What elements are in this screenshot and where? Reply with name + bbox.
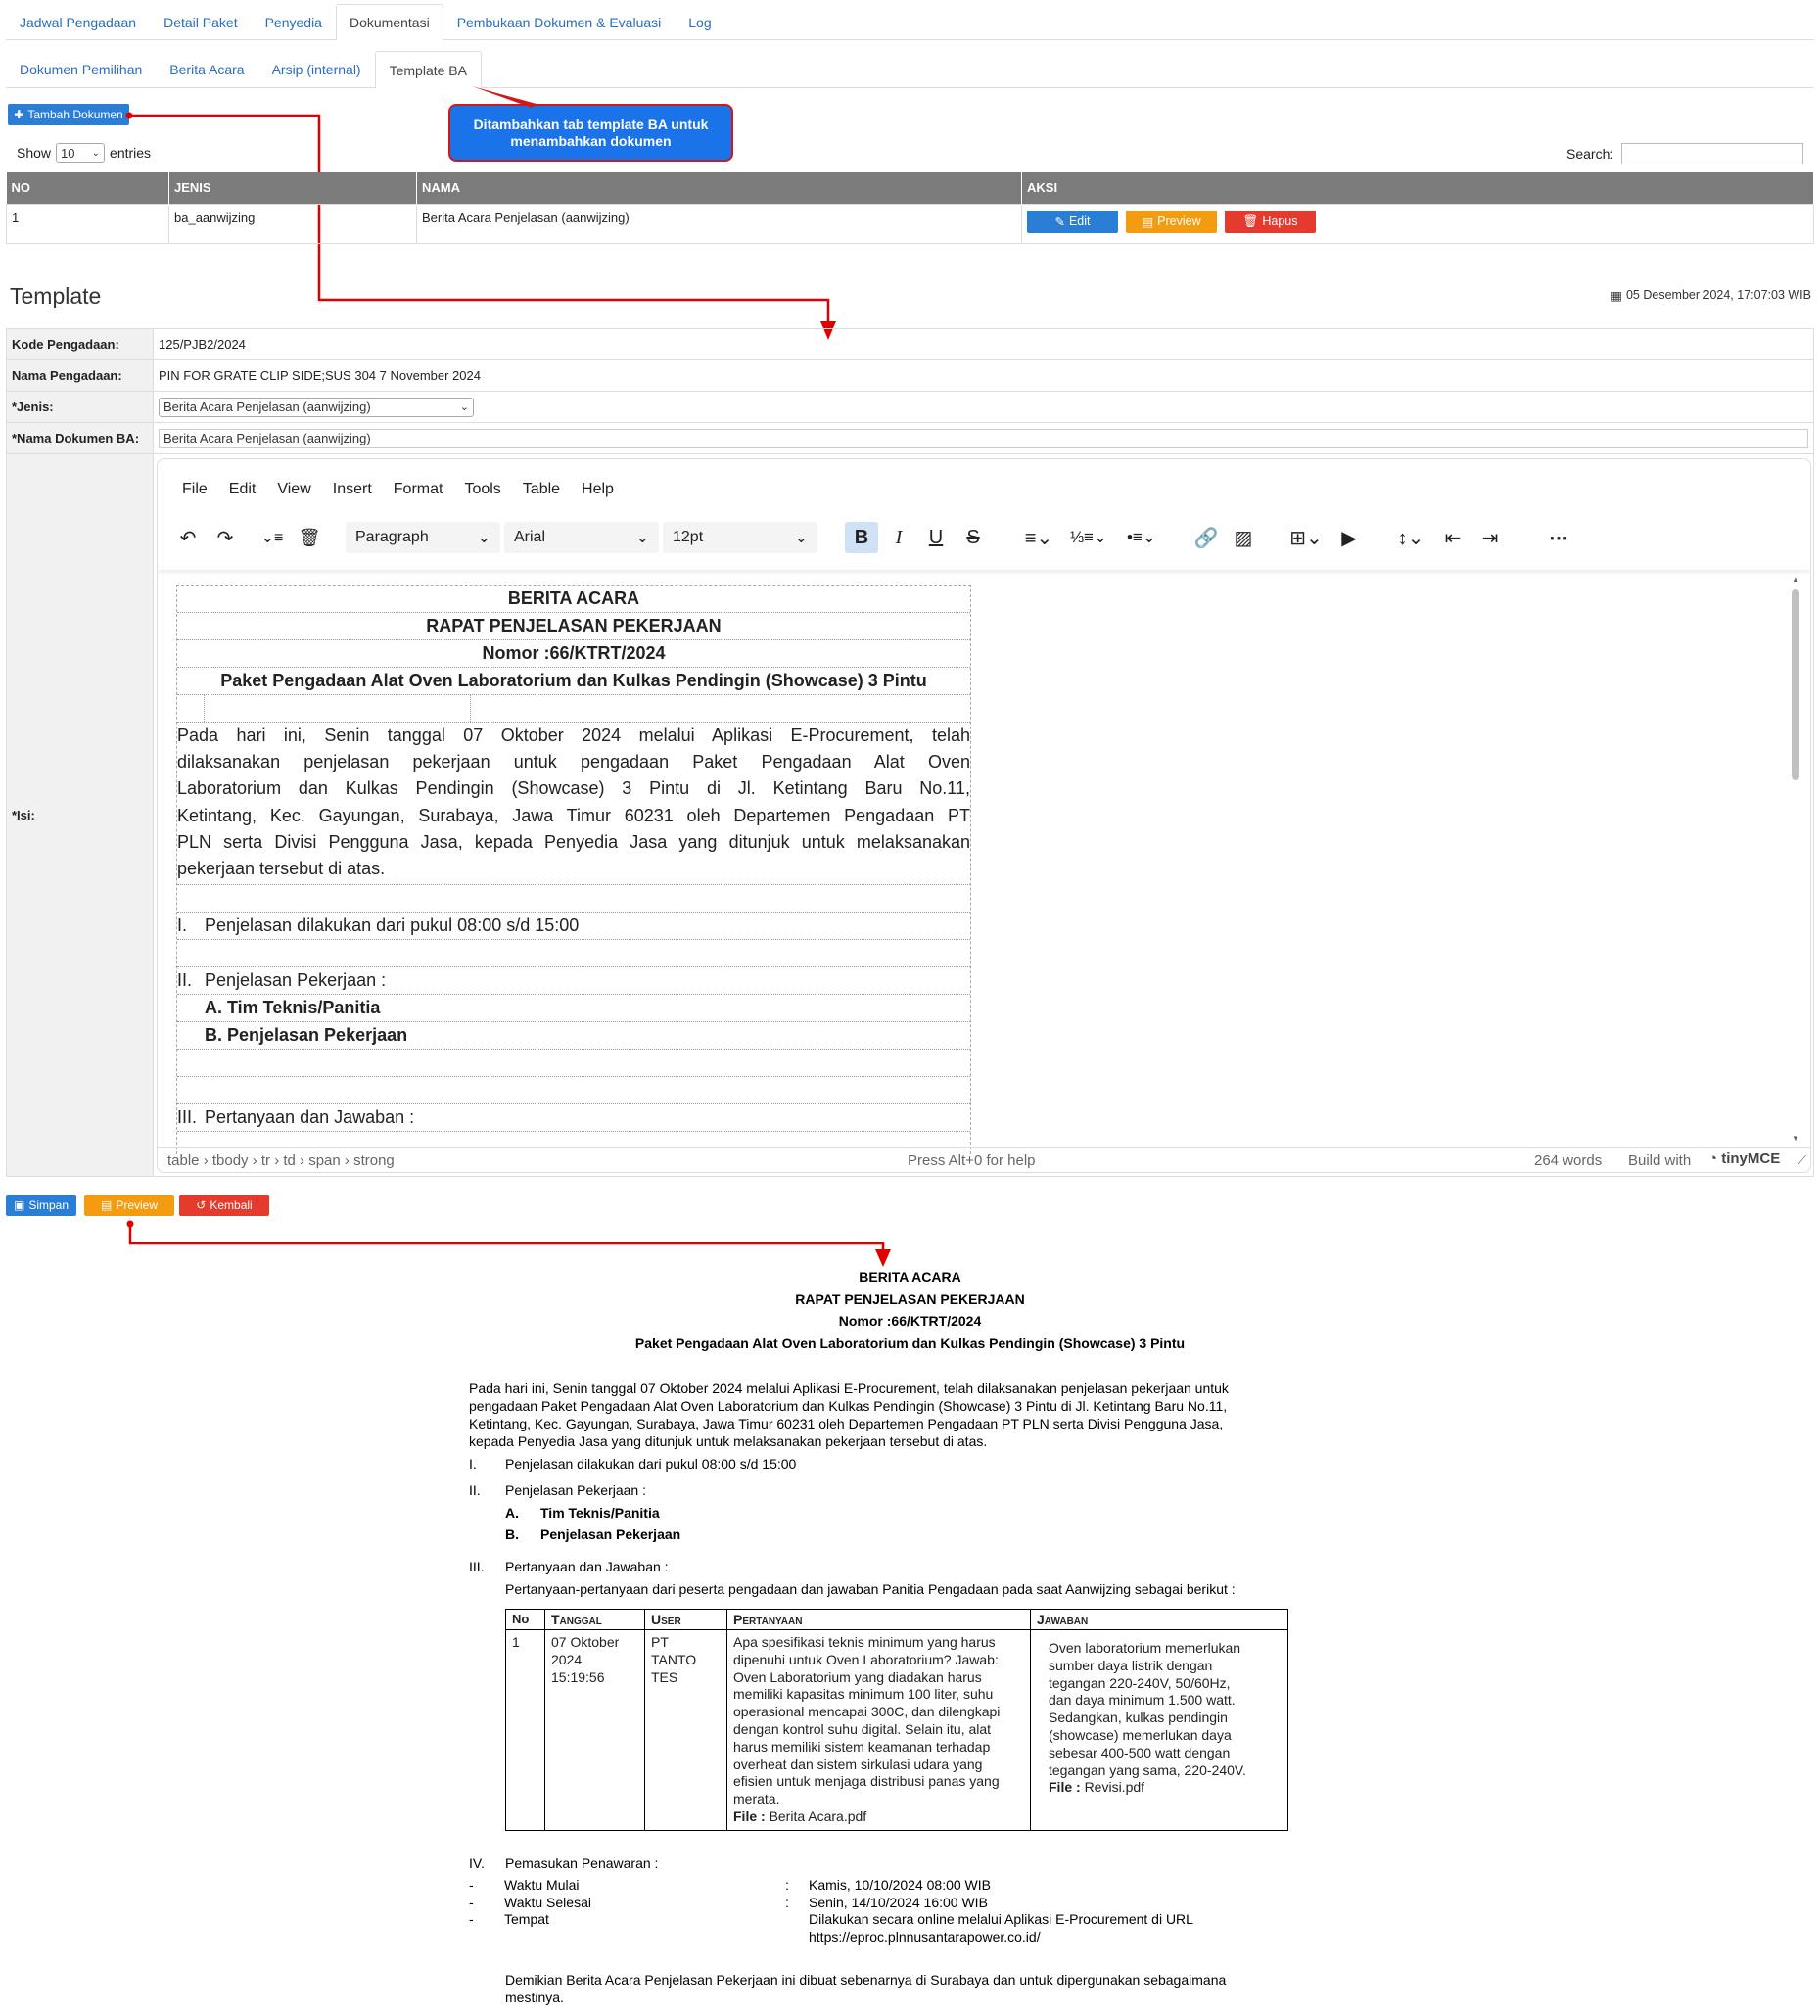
template-form: Kode Pengadaan: 125/PJB2/2024 Nama Pengadaan: PIN FOR GRATE CLIP SIDE;SUS 304 7 November 2024 *Jenis: Berita Acara Penjelasan (aanwijzing) ⌄ *Nama Dokumen BA: Berita Acara Penjelasan (aanwijzing) *Isi:	[6, 328, 1814, 1177]
tab-penyedia[interactable]: Penyedia	[264, 14, 322, 30]
underline-icon[interactable]: U	[928, 526, 944, 548]
menu-format[interactable]: Format	[393, 481, 443, 497]
annotation-callout: Ditambahkan tab template BA untuk menambahkan dokumen	[450, 106, 731, 160]
menu-edit[interactable]: Edit	[228, 481, 257, 497]
show-entries: Show 10 ⌄ entries	[17, 145, 152, 161]
link-icon[interactable]: 🔗	[1193, 527, 1219, 549]
trash-icon: 🗑	[1242, 213, 1259, 228]
tab-berita-acara[interactable]: Berita Acara	[169, 62, 245, 77]
preview-closing: Demikian Berita Acara Penjelasan Pekerjaan ini dibuat sebenarnya di Surabaya dan untuk dipergunakan sebagaimana mestinya.	[505, 1972, 1227, 2005]
preview-iv-list: - Waktu Mulai : Kamis, 10/10/2024 08:00 WIB - Waktu Selesai : Senin, 14/10/2024 16:00 WIB - Tempat Dilakukan secara online melalui Aplikasi E-Procurement di URL https://eproc.plnnusantarapower.co.id/	[469, 1877, 1193, 1945]
edit-icon: ✎	[1054, 214, 1065, 229]
font-family-dropdown[interactable]: Arial ⌄	[504, 522, 659, 553]
tinymce-icon: ◔	[1708, 1150, 1718, 1167]
line-height-icon[interactable]: ↕⌄	[1397, 527, 1424, 549]
trash-icon[interactable]: 🗑	[298, 527, 321, 547]
timestamp: ▦ 05 Desember 2024, 17:07:03 WIB	[1610, 288, 1811, 303]
col-aksi: AKSI	[1022, 172, 1814, 204]
sub-tabs	[6, 51, 1814, 88]
kode-pengadaan-value: 125/PJB2/2024	[154, 329, 1814, 360]
documents-table	[6, 172, 1814, 244]
undo-icon: ↺	[196, 1198, 207, 1212]
table-row: 1 ba_aanwijzing Berita Acara Penjelasan (aanwijzing) ✎ Edit ▤ Preview 🗑 Hapus	[7, 204, 1814, 243]
italic-icon[interactable]: I	[895, 526, 903, 548]
tab-dokumen-pemilihan[interactable]: Dokumen Pemilihan	[20, 62, 143, 77]
save-button[interactable]: ▣ Simpan	[6, 1195, 76, 1216]
undo-icon[interactable]: ↶	[179, 527, 197, 549]
col-jenis: JENIS	[169, 172, 417, 204]
numbered-list-icon[interactable]: ⅓≡⌄	[1069, 528, 1108, 546]
block-format-dropdown[interactable]: Paragraph ⌄	[346, 522, 500, 553]
save-icon: ▣	[13, 1198, 25, 1212]
editor-toolbar	[171, 522, 1575, 553]
tab-log[interactable]: Log	[688, 14, 712, 30]
bold-icon[interactable]: B	[845, 522, 878, 553]
file-icon: ▤	[100, 1198, 113, 1212]
file-icon: ▤	[1142, 214, 1154, 229]
menu-file[interactable]: File	[182, 481, 208, 497]
editor-paragraph: Pada hari ini, Senin tanggal 07 Oktober 2024 melalui Aplikasi E-Procurement, telah dilaksanakan penjelasan pekerjaan untuk pengadaan Paket Pengadaan Alat Oven Laboratorium dan Kulkas Pendingin (Showcase) 3 Pintu di Jl. Ketintang Baru No.11, Ketintang, Kec. Gayungan, Surabaya, Jawa Timur 60231 oleh Departemen Pengadaan PT PLN serta Divisi Pengguna Jasa, kepada Penyedia Jasa yang ditunjuk untuk melaksanakan pekerjaan tersebut di atas.	[177, 723, 970, 885]
media-icon[interactable]: ▶	[1341, 527, 1357, 549]
qa-table: No Tanggal User Pertanyaan Jawaban 1 07 Oktober 2024 15:19:56 PT TANTO TES Apa spesifikasi teknis minimum yang harus dipenuhi untuk Oven Laboratorium? Jawab: Oven Laboratorium yang diadakan harus memiliki kapasitas minimum 100 liter, suhu operasional mencapai 300C, dan dilengkapi dengan kontrol suhu digital. Selain itu, alat harus memiliki sistem keamanan terhadap overheat dan sistem sirkulasi udara yang efisien untuk menjaga distribusi panas yang merata. File : Berita Acara.pdf Oven laboratorium memerlukan sumber daya listrik dengan tegangan 220-240V, 50/60Hz, dan daya minimum 1.500 watt. Sedangkan, kulkas pendingin (showcase) memerlukan daya sebesar 400-500 watt dengan tegangan yang sama, 220-240V. File : Revisi.pdf	[505, 1609, 1288, 1831]
back-button[interactable]: ↺ Kembali	[179, 1195, 269, 1216]
tinymce-logo[interactable]: ◔ tinyMCE	[1708, 1150, 1781, 1167]
menu-tools[interactable]: Tools	[464, 481, 501, 497]
chevron-down-icon: ⌄	[635, 530, 649, 546]
chevron-down-icon: ⌄	[794, 530, 808, 546]
indent-icon[interactable]: ⇥	[1481, 527, 1499, 549]
redo-icon[interactable]: ↷	[216, 527, 234, 549]
tab-jadwal-pengadaan[interactable]: Jadwal Pengadaan	[20, 14, 137, 30]
nama-pengadaan-value: PIN FOR GRATE CLIP SIDE;SUS 304 7 November 2024	[154, 360, 1814, 392]
word-count[interactable]: 264 words	[1534, 1152, 1603, 1169]
rich-text-editor	[157, 458, 1811, 1173]
editor-statusbar: table › tbody › tr › td › span › strong Press Alt+0 for help 264 words Build with ◔ tinyMCE ⟋	[158, 1147, 1810, 1172]
calendar-icon: ▦	[1610, 289, 1622, 303]
table-icon[interactable]: ⊞⌄	[1289, 527, 1323, 549]
tab-pembukaan-dokumen[interactable]: Pembukaan Dokumen & Evaluasi	[456, 14, 662, 30]
jenis-select[interactable]: Berita Acara Penjelasan (aanwijzing) ⌄	[159, 398, 474, 417]
tab-dokumentasi[interactable]: Dokumentasi	[336, 4, 443, 40]
chevron-down-icon: ⌄	[477, 530, 490, 546]
menu-table[interactable]: Table	[522, 481, 561, 497]
search-input[interactable]	[1621, 143, 1803, 164]
bullet-list-icon[interactable]: •≡⌄	[1126, 528, 1157, 546]
preview-header: BERITA ACARA RAPAT PENJELASAN PEKERJAAN Nomor :66/KTRT/2024 Paket Pengadaan Alat Oven Laboratorium dan Kulkas Pendingin (Showcase) 3 Pintu	[634, 1269, 1186, 1351]
answer-file-link[interactable]: Revisi.pdf	[1084, 1779, 1145, 1796]
image-icon[interactable]: ▨	[1234, 527, 1253, 549]
delete-button[interactable]: 🗑 Hapus	[1225, 211, 1316, 233]
nama-dokumen-input[interactable]: Berita Acara Penjelasan (aanwijzing)	[159, 429, 1808, 448]
table-row: 1 07 Oktober 2024 15:19:56 PT TANTO TES Apa spesifikasi teknis minimum yang harus dipenuhi untuk Oven Laboratorium? Jawab: Oven Laboratorium yang diadakan harus memiliki kapasitas minimum 100 liter, suhu operasional mencapai 300C, dan dilengkapi dengan kontrol suhu digital. Selain itu, alat harus memiliki sistem keamanan terhadap overheat dan sistem sirkulasi udara yang efisien untuk menjaga distribusi panas yang merata. File : Berita Acara.pdf Oven laboratorium memerlukan sumber daya listrik dengan tegangan 220-240V, 50/60Hz, dan daya minimum 1.500 watt. Sedangkan, kulkas pendingin (showcase) memerlukan daya sebesar 400-500 watt dengan tegangan yang sama, 220-240V. File : Revisi.pdf	[506, 1630, 1288, 1831]
preview-paragraph: Pada hari ini, Senin tanggal 07 Oktober 2024 melalui Aplikasi E-Procurement, telah dilaksanakan penjelasan pekerjaan untuk pengadaan Paket Pengadaan Alat Oven Laboratorium dan Kulkas Pendingin (Showcase) 3 Pintu di Jl. Ketintang Baru No.11, Ketintang, Kec. Gayungan, Surabaya, Jawa Timur 60231 oleh Departemen Pengadaan PT PLN serta Divisi Pengguna Jasa, kepada Penyedia Jasa yang ditunjuk untuk melaksanakan pekerjaan tersebut di atas.	[469, 1381, 1229, 1449]
more-icon[interactable]: ⋯	[1549, 527, 1568, 549]
help-hint: Press Alt+0 for help	[908, 1152, 1036, 1169]
edit-button[interactable]: ✎ Edit	[1027, 211, 1118, 233]
tab-arsip-internal[interactable]: Arsip (internal)	[271, 62, 361, 77]
select-all-icon[interactable]: ⌄≡	[260, 530, 284, 546]
editor-scrollbar[interactable]: ▲ ▼	[1792, 575, 1799, 1143]
tab-template-ba[interactable]: Template BA	[375, 51, 482, 88]
resize-handle-icon[interactable]: ⟋	[1797, 1153, 1806, 1167]
element-path[interactable]: table › tbody › tr › td › span › strong	[167, 1152, 395, 1169]
scrollbar-thumb[interactable]	[1792, 589, 1799, 780]
main-tabs	[6, 4, 1814, 40]
editor-content[interactable]: BERITA ACARA RAPAT PENJELASAN PEKERJAAN Nomor :66/KTRT/2024 Paket Pengadaan Alat Oven Laboratorium dan Kulkas Pendingin (Showcase) 3 Pintu Pada hari ini, Senin tanggal 07 Oktober 2024 melalui Aplikasi E-Procurement, telah dilaksanakan penjelasan pekerjaan untuk pengadaan Paket Pengadaan Alat Oven Laboratorium dan Kulkas Pendingin (Showcase) 3 Pintu di Jl. Ketintang Baru No.11, Ketintang, Kec. Gayungan, Surabaya, Jawa Timur 60231 oleh Departemen Pengadaan PT PLN serta Divisi Pengguna Jasa, kepada Penyedia Jasa yang ditunjuk untuk melaksanakan pekerjaan tersebut di atas. I. Penjelasan dilakukan dari pukul 08:00 s/d 15:00 II. Penjelasan Pekerjaan : A. Tim Teknis/Panitia B. Penjelasan Pekerjaan III. Pertanyaan dan Jawaban :	[176, 585, 971, 1154]
template-title: Template	[10, 283, 102, 308]
align-icon[interactable]: ≡⌄	[1024, 527, 1053, 549]
eproc-url[interactable]: https://eproc.plnnusantarapower.co.id/	[809, 1928, 1041, 1945]
col-no: NO	[7, 172, 169, 204]
add-document-button[interactable]: ✚ Tambah Dokumen	[8, 104, 129, 125]
menu-insert[interactable]: Insert	[332, 481, 372, 497]
tab-detail-paket[interactable]: Detail Paket	[163, 14, 238, 30]
chevron-down-icon: ⌄	[459, 401, 469, 413]
chevron-down-icon: ⌄	[91, 147, 101, 159]
strikethrough-icon[interactable]: S	[966, 526, 980, 548]
col-nama: NAMA	[417, 172, 1022, 204]
question-file-link[interactable]: Berita Acara.pdf	[769, 1807, 867, 1824]
preview-button[interactable]: ▤ Preview	[84, 1195, 174, 1216]
entries-select[interactable]: 10 ⌄	[56, 143, 105, 163]
editor-menubar	[171, 481, 625, 498]
preview-row-button[interactable]: ▤ Preview	[1126, 211, 1217, 233]
outdent-icon[interactable]: ⇤	[1444, 527, 1462, 549]
menu-view[interactable]: View	[277, 481, 311, 497]
menu-help[interactable]: Help	[582, 481, 614, 497]
font-size-dropdown[interactable]: 12pt ⌄	[663, 522, 817, 553]
search-area: Search:	[1566, 143, 1803, 164]
plus-icon: ✚	[14, 108, 24, 121]
